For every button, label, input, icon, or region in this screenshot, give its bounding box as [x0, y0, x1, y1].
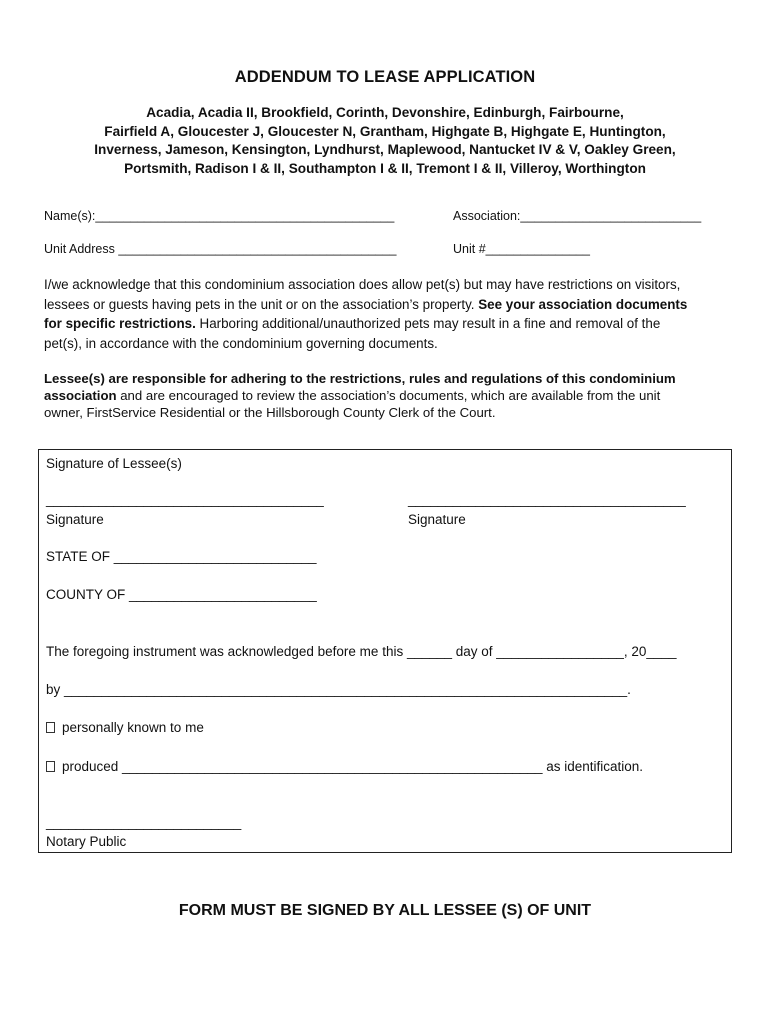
paragraph-line — [44, 314, 734, 334]
paragraph-text: lessees or guests having pets in the unit or on the association’s property. — [44, 296, 479, 312]
signing-requirement-footer: FORM MUST BE SIGNED BY ALL LESSEE (S) OF UNIT — [178, 902, 592, 919]
county-of-field[interactable]: COUNTY OF _________________________ — [46, 587, 317, 602]
paragraph-line — [44, 387, 734, 404]
lessee-signature-line-right[interactable]: _____________________________________ — [408, 492, 686, 507]
association-list — [40, 104, 730, 178]
association-list-line: Fairfield A, Gloucester J, Gloucester N, Grantham, Highgate B, Highgate E, Huntington, — [104, 123, 666, 139]
association-field[interactable]: Association:__________________________ — [453, 209, 702, 223]
signature-notary-box — [38, 449, 732, 853]
paragraph-line: pet(s), in accordance with the condominium governing documents. — [44, 335, 438, 351]
names-field[interactable]: Name(s):___________________________________________ — [44, 209, 395, 223]
paragraph-bold-text: association — [44, 388, 117, 403]
paragraph-line — [44, 295, 734, 315]
document-title: ADDENDUM TO LEASE APPLICATION — [234, 68, 536, 86]
paragraph-bold-text: See your association documents — [478, 296, 688, 312]
paragraph-bold-line: Lessee(s) are responsible for adhering to the restrictions, rules and regulations of this condominium — [44, 371, 676, 386]
signature-label-right: Signature — [408, 512, 466, 527]
personally-known-option[interactable] — [46, 720, 204, 735]
paragraph-text: Harboring additional/unauthorized pets may result in a fine and removal of the — [195, 316, 661, 331]
paragraph-line: I/we acknowledge that this condominium association does allow pet(s) but may have restrictions on visitors, — [44, 277, 681, 292]
checkbox-icon[interactable] — [46, 761, 55, 772]
signature-box-heading: Signature of Lessee(s) — [46, 456, 182, 471]
association-list-line: Inverness, Jameson, Kensington, Lyndhurst, Maplewood, Nantucket IV & V, Oakley Green, — [94, 142, 676, 157]
lessee-responsibility-paragraph — [44, 370, 734, 421]
notary-public-label: Notary Public — [46, 834, 127, 849]
paragraph-text: and are encouraged to review the association’s documents, which are available from the unit — [116, 388, 661, 403]
state-of-field[interactable]: STATE OF ___________________________ — [46, 549, 317, 564]
paragraph-bold-text: for specific restrictions. — [44, 316, 196, 331]
notary-signature-line[interactable]: __________________________ — [46, 815, 242, 830]
pet-acknowledgement-paragraph — [44, 275, 734, 353]
association-list-line: Acadia, Acadia II, Brookfield, Corinth, Devonshire, Edinburgh, Fairbourne, — [146, 105, 624, 120]
association-list-line: Portsmith, Radison I & II, Southampton I & II, Tremont I & II, Villeroy, Worthington — [124, 160, 646, 176]
signature-label-left: Signature — [46, 512, 104, 527]
unit-number-field[interactable]: Unit #_______________ — [453, 242, 590, 256]
paragraph-line: owner, FirstService Residential or the Hillsborough County Clerk of the Court. — [44, 405, 496, 420]
by-line[interactable]: by ___________________________________________________________________________. — [46, 682, 631, 697]
checkbox-icon[interactable] — [46, 722, 55, 733]
unit-address-field[interactable]: Unit Address ________________________________________ — [44, 242, 397, 256]
lessee-signature-line-left[interactable]: _____________________________________ — [46, 492, 324, 507]
produced-id-option[interactable] — [46, 759, 643, 774]
produced-id-label: produced ________________________________________________________ as identification. — [62, 759, 644, 774]
personally-known-label: personally known to me — [62, 720, 204, 735]
acknowledgement-line[interactable]: The foregoing instrument was acknowledged before me this ______ day of _________________, 20____ — [46, 644, 677, 659]
